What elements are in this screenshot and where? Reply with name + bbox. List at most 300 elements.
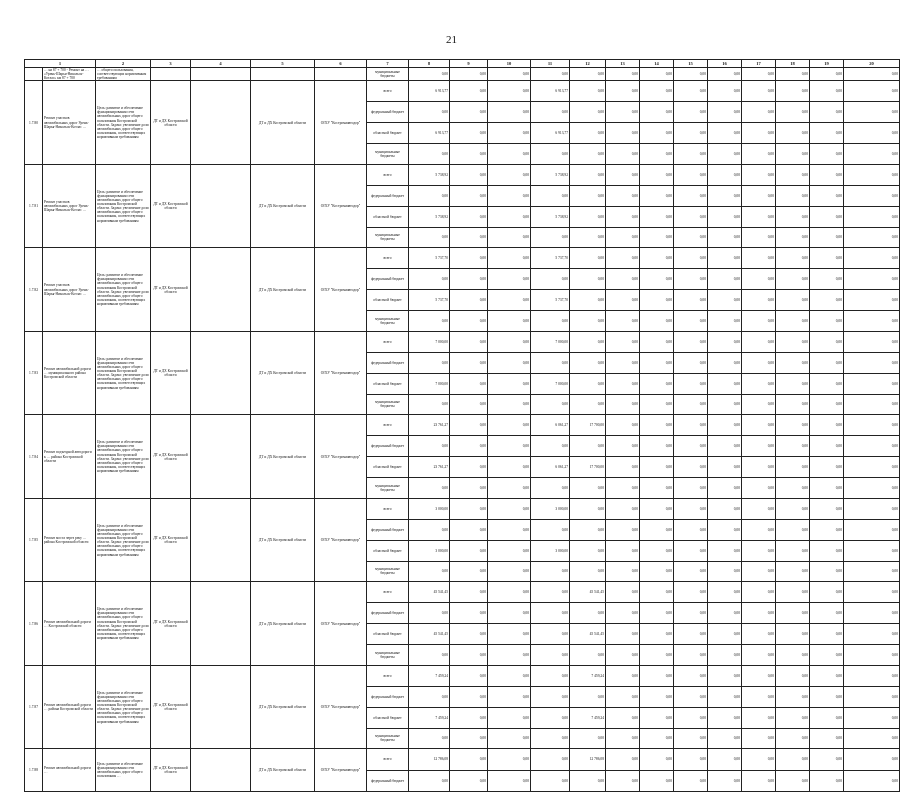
project-name-cell: Ремонт подъездной автодороги к … района Костромской области [43, 415, 96, 499]
amount-cell: 0,00 [409, 436, 450, 457]
budget-table [24, 59, 900, 792]
amount-cell: 0,00 [488, 68, 531, 81]
table-row [25, 164, 900, 185]
amount-cell: 0,00 [844, 749, 900, 770]
header-cell: 13 [606, 60, 640, 68]
amount-cell: 0,00 [708, 498, 742, 519]
header-cell: 20 [844, 60, 900, 68]
amount-cell: 0,00 [708, 394, 742, 415]
amount-cell: 0,00 [606, 624, 640, 645]
amount-cell: 0,00 [640, 645, 674, 666]
amount-cell: 0,00 [450, 290, 488, 311]
amount-cell: 5 737,70 [531, 290, 570, 311]
amount-cell: 12 786,08 [409, 749, 450, 770]
amount-cell: 0,00 [570, 206, 606, 227]
column-5-cell [191, 248, 251, 332]
amount-cell: 0,00 [409, 311, 450, 332]
amount-cell: 0,00 [640, 123, 674, 144]
amount-cell: 0,00 [844, 770, 900, 791]
amount-cell: 0,00 [409, 269, 450, 290]
amount-cell: 0,00 [640, 144, 674, 165]
amount-cell: 0,00 [531, 68, 570, 81]
source-label-cell: всего [367, 582, 409, 603]
amount-cell: 0,00 [674, 123, 708, 144]
amount-cell: 0,00 [450, 394, 488, 415]
amount-cell: 0,00 [531, 311, 570, 332]
amount-cell: 0,00 [531, 269, 570, 290]
amount-cell: 0,00 [742, 728, 776, 749]
amount-cell: 6 913,77 [409, 81, 450, 102]
amount-cell: 0,00 [450, 269, 488, 290]
amount-cell: 6 913,77 [409, 123, 450, 144]
amount-cell: 0,00 [708, 185, 742, 206]
amount-cell: 0,00 [708, 749, 742, 770]
amount-cell: 0,00 [640, 707, 674, 728]
source-label-cell: областной бюджет [367, 373, 409, 394]
amount-cell: 0,00 [844, 123, 900, 144]
amount-cell: 0,00 [708, 290, 742, 311]
amount-cell: 0,00 [708, 582, 742, 603]
amount-cell: 0,00 [531, 707, 570, 728]
amount-cell: 0,00 [488, 728, 531, 749]
amount-cell: 0,00 [674, 373, 708, 394]
amount-cell: 0,00 [488, 206, 531, 227]
amount-cell: 0,00 [708, 269, 742, 290]
amount-cell: 0,00 [776, 68, 810, 81]
amount-cell: 0,00 [606, 311, 640, 332]
amount-cell: 0,00 [606, 81, 640, 102]
amount-cell: 0,00 [844, 68, 900, 81]
amount-cell: 0,00 [742, 394, 776, 415]
amount-cell: 0,00 [640, 749, 674, 770]
amount-cell: 0,00 [606, 102, 640, 123]
amount-cell: 0,00 [776, 81, 810, 102]
amount-cell: 0,00 [844, 561, 900, 582]
amount-cell: 0,00 [708, 540, 742, 561]
table-row [25, 498, 900, 519]
amount-cell: 0,00 [606, 248, 640, 269]
amount-cell: 0,00 [776, 770, 810, 791]
amount-cell: 0,00 [776, 394, 810, 415]
amount-cell: 0,00 [810, 248, 844, 269]
amount-cell: 0,00 [531, 394, 570, 415]
amount-cell: 0,00 [450, 728, 488, 749]
amount-cell: 0,00 [488, 144, 531, 165]
amount-cell: 0,00 [570, 394, 606, 415]
amount-cell: 7 000,00 [409, 373, 450, 394]
amount-cell: 0,00 [844, 665, 900, 686]
executor-cell: ДТ и ДХ Костромской области [151, 331, 191, 415]
amount-cell: 5 738,92 [531, 164, 570, 185]
header-cell: 6 [315, 60, 367, 68]
amount-cell: 0,00 [606, 540, 640, 561]
amount-cell: 0,00 [674, 415, 708, 436]
amount-cell: 0,00 [570, 269, 606, 290]
amount-cell: 0,00 [844, 582, 900, 603]
contractor-cell: ОГБУ "Костромаавтодор" [315, 415, 367, 499]
responsible-cell: ДТ и ДХ Костромской области [251, 665, 315, 749]
amount-cell: 0,00 [606, 603, 640, 624]
amount-cell: 0,00 [640, 185, 674, 206]
amount-cell: 0,00 [810, 498, 844, 519]
project-name-cell: Ремонт автомобильной дороги … Костромской области [43, 582, 96, 666]
amount-cell: 0,00 [742, 561, 776, 582]
amount-cell: 0,00 [742, 498, 776, 519]
source-label-cell: всего [367, 331, 409, 352]
amount-cell: 0,00 [640, 540, 674, 561]
amount-cell: 0,00 [488, 415, 531, 436]
amount-cell: 0,00 [640, 665, 674, 686]
amount-cell: 0,00 [810, 478, 844, 499]
amount-cell: 0,00 [674, 227, 708, 248]
amount-cell: 0,00 [450, 686, 488, 707]
amount-cell: 6 061,27 [531, 457, 570, 478]
amount-cell: 0,00 [674, 144, 708, 165]
amount-cell: 0,00 [844, 269, 900, 290]
amount-cell: 0,00 [531, 227, 570, 248]
amount-cell: 3 000,00 [531, 498, 570, 519]
amount-cell: 0,00 [606, 206, 640, 227]
amount-cell: 0,00 [742, 164, 776, 185]
amount-cell: 0,00 [708, 624, 742, 645]
amount-cell: 0,00 [606, 436, 640, 457]
amount-cell: 0,00 [570, 331, 606, 352]
amount-cell: 0,00 [742, 582, 776, 603]
amount-cell: 0,00 [776, 415, 810, 436]
amount-cell: 0,00 [708, 436, 742, 457]
source-label-cell: федеральный бюджет [367, 436, 409, 457]
amount-cell: 0,00 [810, 373, 844, 394]
amount-cell: 0,00 [606, 185, 640, 206]
header-cell: 14 [640, 60, 674, 68]
amount-cell: 0,00 [844, 728, 900, 749]
amount-cell: 0,00 [570, 290, 606, 311]
amount-cell: 0,00 [776, 311, 810, 332]
empty-cell [151, 68, 191, 81]
amount-cell: 5 737,70 [409, 290, 450, 311]
amount-cell: 0,00 [844, 415, 900, 436]
amount-cell: 0,00 [606, 394, 640, 415]
amount-cell: 0,00 [488, 749, 531, 770]
amount-cell: 7 459,24 [570, 707, 606, 728]
amount-cell: 0,00 [844, 436, 900, 457]
amount-cell: 0,00 [640, 373, 674, 394]
amount-cell: 0,00 [450, 707, 488, 728]
amount-cell: 6 061,27 [531, 415, 570, 436]
executor-cell: ДТ и ДХ Костромской области [151, 749, 191, 791]
project-name-cell: Ремонт автомобильной дороги … муниципального района Костромской области [43, 331, 96, 415]
amount-cell: 0,00 [640, 102, 674, 123]
contractor-cell: ОГБУ "Костромаавтодор" [315, 582, 367, 666]
amount-cell: 0,00 [674, 248, 708, 269]
header-cell: 12 [570, 60, 606, 68]
project-name-cell: Ремонт участков автомобильных дорог Урень-Шарья-Никольск-Котлас … [43, 81, 96, 165]
amount-cell: 0,00 [640, 478, 674, 499]
amount-cell: 0,00 [450, 311, 488, 332]
amount-cell: 0,00 [844, 519, 900, 540]
column-5-cell [191, 331, 251, 415]
amount-cell: 0,00 [776, 123, 810, 144]
amount-cell: 0,00 [776, 248, 810, 269]
amount-cell: 0,00 [531, 770, 570, 791]
amount-cell: 0,00 [606, 290, 640, 311]
responsible-cell: ДТ и ДХ Костромской области [251, 331, 315, 415]
table-row [25, 68, 900, 81]
amount-cell: 0,00 [810, 770, 844, 791]
amount-cell: 0,00 [674, 540, 708, 561]
amount-cell: 0,00 [674, 290, 708, 311]
amount-cell: 0,00 [810, 81, 844, 102]
empty-cell [251, 68, 315, 81]
table-row [25, 331, 900, 352]
responsible-cell: ДТ и ДХ Костромской области [251, 164, 315, 248]
row-number-cell: 1.7.80 [25, 81, 43, 165]
amount-cell: 0,00 [570, 603, 606, 624]
table-row [25, 665, 900, 686]
amount-cell: 0,00 [450, 770, 488, 791]
amount-cell: 0,00 [844, 185, 900, 206]
amount-cell: 0,00 [708, 227, 742, 248]
amount-cell: 0,00 [810, 311, 844, 332]
amount-cell: 0,00 [488, 665, 531, 686]
goal-cell: Цель: развитие и обеспечение функционирования сети автомобильных дорог общего пользования Костромской области. Задача: увеличение доли автомобильных дорог общего пользования, соответствующих нормативным требованиям [96, 331, 151, 415]
amount-cell: 0,00 [674, 394, 708, 415]
amount-cell: 0,00 [776, 624, 810, 645]
amount-cell: 0,00 [776, 269, 810, 290]
amount-cell: 0,00 [674, 478, 708, 499]
amount-cell: 0,00 [450, 144, 488, 165]
amount-cell: 0,00 [488, 478, 531, 499]
source-label-cell: областной бюджет [367, 206, 409, 227]
amount-cell: 0,00 [488, 373, 531, 394]
amount-cell: 0,00 [450, 185, 488, 206]
source-label-cell: федеральный бюджет [367, 185, 409, 206]
amount-cell: 0,00 [409, 144, 450, 165]
amount-cell: 0,00 [640, 561, 674, 582]
amount-cell: 0,00 [674, 665, 708, 686]
amount-cell: 0,00 [742, 603, 776, 624]
amount-cell: 0,00 [640, 394, 674, 415]
header-cell: 2 [96, 60, 151, 68]
amount-cell: 0,00 [844, 478, 900, 499]
amount-cell: 0,00 [531, 102, 570, 123]
responsible-cell: ДТ и ДХ Костромской области [251, 582, 315, 666]
amount-cell: 0,00 [844, 373, 900, 394]
header-cell: 5 [251, 60, 315, 68]
column-5-cell [191, 665, 251, 749]
amount-cell: 0,00 [844, 498, 900, 519]
amount-cell: 0,00 [776, 561, 810, 582]
amount-cell: 0,00 [674, 269, 708, 290]
source-label-cell: всего [367, 498, 409, 519]
source-label-cell: муниципальные бюджеты [367, 561, 409, 582]
column-5-cell [191, 498, 251, 582]
amount-cell: 0,00 [742, 311, 776, 332]
source-label-cell: областной бюджет [367, 290, 409, 311]
source-label-cell: всего [367, 665, 409, 686]
amount-cell: 0,00 [606, 645, 640, 666]
amount-cell: 0,00 [409, 102, 450, 123]
amount-cell: 0,00 [776, 373, 810, 394]
amount-cell: 0,00 [810, 68, 844, 81]
amount-cell: 0,00 [674, 206, 708, 227]
source-label-cell: федеральный бюджет [367, 102, 409, 123]
amount-cell: 0,00 [640, 582, 674, 603]
amount-cell: 0,00 [810, 686, 844, 707]
source-label-cell: всего [367, 164, 409, 185]
amount-cell: 0,00 [606, 331, 640, 352]
amount-cell: 0,00 [810, 185, 844, 206]
source-label-cell: областной бюджет [367, 540, 409, 561]
goal-cell: Цель: развитие и обеспечение функционирования сети автомобильных дорог общего пользования Костромской области. Задача: увеличение доли автомобильных дорог общего пользования, соответствующих нормативным требованиям [96, 498, 151, 582]
amount-cell: 0,00 [844, 206, 900, 227]
amount-cell: 0,00 [409, 686, 450, 707]
amount-cell: 0,00 [674, 331, 708, 352]
amount-cell: 5 738,92 [409, 206, 450, 227]
amount-cell: 0,00 [708, 457, 742, 478]
page-number: 21 [446, 34, 457, 46]
amount-cell: 0,00 [409, 227, 450, 248]
amount-cell: 0,00 [844, 227, 900, 248]
header-cell: 1 [25, 60, 96, 68]
amount-cell: 0,00 [708, 144, 742, 165]
goal-cell: Цель: развитие и обеспечение функционирования сети автомобильных дорог общего пользования Костромской области. Задача: увеличение доли автомобильных дорог общего пользования, соответствующих нормативным требованиям [96, 665, 151, 749]
amount-cell: 0,00 [742, 144, 776, 165]
amount-cell: 0,00 [810, 102, 844, 123]
amount-cell: 0,00 [776, 457, 810, 478]
source-label-cell: муниципальные бюджеты [367, 728, 409, 749]
amount-cell: 0,00 [776, 498, 810, 519]
amount-cell: 0,00 [742, 686, 776, 707]
amount-cell: 0,00 [810, 728, 844, 749]
amount-cell: 0,00 [742, 665, 776, 686]
amount-cell: 0,00 [708, 561, 742, 582]
amount-cell: 0,00 [488, 81, 531, 102]
amount-cell: 0,00 [450, 227, 488, 248]
amount-cell: 0,00 [742, 269, 776, 290]
amount-cell: 0,00 [674, 582, 708, 603]
amount-cell: 0,00 [844, 248, 900, 269]
amount-cell: 0,00 [844, 331, 900, 352]
amount-cell: 0,00 [488, 519, 531, 540]
amount-cell: 0,00 [776, 227, 810, 248]
amount-cell: 0,00 [674, 68, 708, 81]
amount-cell: 5 737,70 [531, 248, 570, 269]
amount-cell: 0,00 [844, 540, 900, 561]
amount-cell: 0,00 [570, 144, 606, 165]
amount-cell: 0,00 [640, 81, 674, 102]
amount-cell: 0,00 [531, 645, 570, 666]
goal-cell: Цель: развитие и обеспечение функционирования сети автомобильных дорог общего пользования Костромской области. Задача: увеличение доли автомобильных дорог общего пользования, соответствующих нормативным требованиям [96, 164, 151, 248]
amount-cell: 0,00 [409, 478, 450, 499]
source-label-cell: муниципальные бюджеты [367, 478, 409, 499]
amount-cell: 45 541,45 [409, 624, 450, 645]
executor-cell: ДТ и ДХ Костромской области [151, 498, 191, 582]
header-row [25, 60, 900, 68]
amount-cell: 0,00 [450, 624, 488, 645]
amount-cell: 0,00 [776, 540, 810, 561]
amount-cell: 0,00 [570, 478, 606, 499]
amount-cell: 0,00 [450, 81, 488, 102]
source-label-cell: муниципальные бюджеты [367, 394, 409, 415]
amount-cell: 0,00 [409, 645, 450, 666]
amount-cell: 0,00 [810, 164, 844, 185]
header-cell: 15 [674, 60, 708, 68]
amount-cell: 0,00 [488, 436, 531, 457]
amount-cell: 0,00 [776, 582, 810, 603]
amount-cell: 23 761,27 [409, 457, 450, 478]
amount-cell: 0,00 [488, 603, 531, 624]
amount-cell: 0,00 [674, 164, 708, 185]
amount-cell: 0,00 [844, 457, 900, 478]
executor-cell: ДТ и ДХ Костромской области [151, 415, 191, 499]
source-label-cell: областной бюджет [367, 624, 409, 645]
executor-cell: ДТ и ДХ Костромской области [151, 81, 191, 165]
amount-cell: 0,00 [488, 624, 531, 645]
amount-cell: 0,00 [570, 498, 606, 519]
amount-cell: 0,00 [742, 248, 776, 269]
amount-cell: 17 700,00 [570, 415, 606, 436]
amount-cell: 0,00 [810, 603, 844, 624]
amount-cell: 7 000,00 [409, 331, 450, 352]
amount-cell: 0,00 [708, 665, 742, 686]
amount-cell: 0,00 [570, 436, 606, 457]
amount-cell: 0,00 [776, 749, 810, 770]
amount-cell: 12 786,08 [570, 749, 606, 770]
amount-cell: 0,00 [844, 352, 900, 373]
amount-cell: 0,00 [776, 665, 810, 686]
source-label-cell: федеральный бюджет [367, 519, 409, 540]
amount-cell: 0,00 [531, 144, 570, 165]
amount-cell: 17 700,00 [570, 457, 606, 478]
amount-cell: 0,00 [450, 561, 488, 582]
amount-cell: 0,00 [742, 415, 776, 436]
amount-cell: 0,00 [488, 457, 531, 478]
source-label-cell: всего [367, 415, 409, 436]
amount-cell: 0,00 [776, 352, 810, 373]
amount-cell: 0,00 [844, 686, 900, 707]
amount-cell: 0,00 [708, 248, 742, 269]
goal-cell: Цель: развитие и обеспечение функционирования сети автомобильных дорог общего пользования Костромской области. Задача: увеличение доли автомобильных дорог общего пользования, соответствующих нормативным требованиям [96, 415, 151, 499]
amount-cell: 0,00 [640, 436, 674, 457]
amount-cell: 0,00 [742, 749, 776, 770]
amount-cell: 0,00 [606, 269, 640, 290]
amount-cell: 0,00 [708, 603, 742, 624]
amount-cell: 0,00 [776, 144, 810, 165]
amount-cell: 0,00 [708, 770, 742, 791]
amount-cell: 0,00 [570, 227, 606, 248]
amount-cell: 0,00 [409, 519, 450, 540]
header-cell: 11 [531, 60, 570, 68]
source-label-cell: муниципальные бюджеты [367, 144, 409, 165]
amount-cell: 0,00 [570, 81, 606, 102]
amount-cell: 0,00 [844, 394, 900, 415]
amount-cell: 0,00 [450, 123, 488, 144]
table-row [25, 81, 900, 102]
amount-cell: 0,00 [776, 603, 810, 624]
amount-cell: 0,00 [674, 624, 708, 645]
amount-cell: 0,00 [450, 436, 488, 457]
amount-cell: 0,00 [742, 478, 776, 499]
amount-cell: 0,00 [640, 290, 674, 311]
amount-cell: 0,00 [531, 624, 570, 645]
amount-cell: 0,00 [409, 728, 450, 749]
amount-cell: 0,00 [810, 436, 844, 457]
amount-cell: 0,00 [531, 686, 570, 707]
amount-cell: 0,00 [742, 331, 776, 352]
amount-cell: 0,00 [409, 394, 450, 415]
amount-cell: 0,00 [606, 457, 640, 478]
